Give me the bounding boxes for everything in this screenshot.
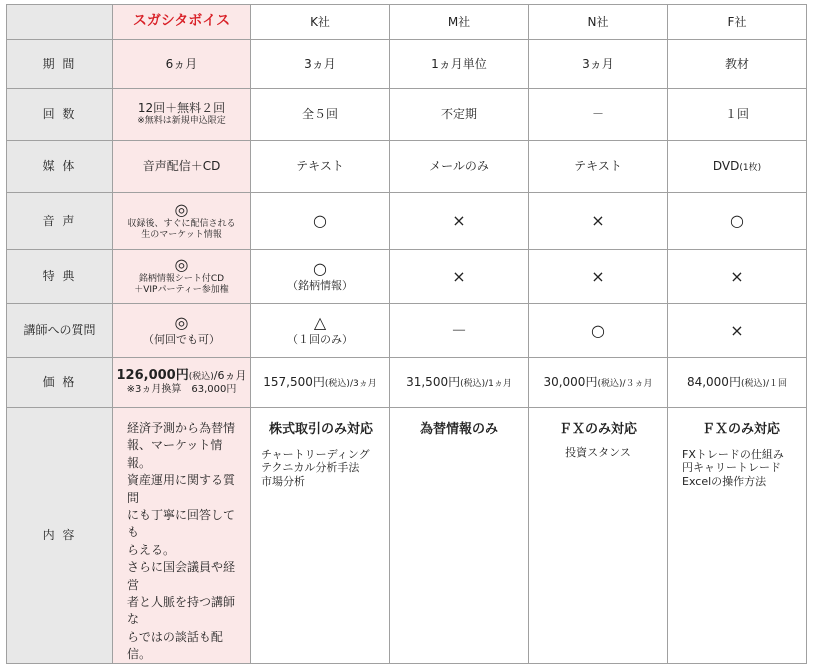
content-m-block xyxy=(390,408,528,438)
cross-icon: × xyxy=(591,211,605,231)
cell-count-m: 不定期 xyxy=(390,89,529,141)
circle-icon: ○ xyxy=(313,259,327,279)
content-f-line: Excelの操作方法 xyxy=(682,474,767,488)
triangle-icon: △ xyxy=(313,313,327,333)
column-header-k: K社 xyxy=(251,5,390,40)
cell-bonus-m xyxy=(390,250,529,304)
corner-cell xyxy=(7,5,113,40)
content-line: にも丁寧に回答しても xyxy=(127,507,236,540)
bonus-note-2: ＋VIPパーティー参加権 xyxy=(134,285,229,296)
content-f-details xyxy=(682,448,800,488)
row-price xyxy=(7,358,807,408)
row-bonus xyxy=(7,250,807,304)
content-line: 経済予測から為替情 xyxy=(127,421,236,435)
row-label-media: 媒 体 xyxy=(7,141,113,193)
content-line: さらに国会議員や経営 xyxy=(127,560,236,592)
double-circle-icon: ◎ xyxy=(174,313,189,333)
cell-questions-m xyxy=(390,304,529,358)
column-header-n: N社 xyxy=(529,5,668,40)
price-k-tax: (税込) xyxy=(324,378,350,389)
cross-icon: × xyxy=(591,266,605,286)
content-f-title: ＦＸのみ対応 xyxy=(701,422,780,437)
circle-icon: ○ xyxy=(730,211,744,231)
content-k-line: テクニカル分析手法 xyxy=(261,461,360,475)
row-media xyxy=(7,141,807,193)
bonus-note-1: 銘柄情報シート付CD xyxy=(138,274,225,285)
cell-questions-k xyxy=(251,304,390,358)
content-line: 資産運用に関する質問 xyxy=(127,473,236,505)
cell-period-n: 3ヵ月 xyxy=(529,40,668,89)
audio-note-1: 収録後、すぐに配信される xyxy=(127,218,236,229)
content-k-title: 株式取引のみ対応 xyxy=(268,422,373,437)
row-label-bonus: 特 典 xyxy=(7,250,113,304)
content-n-title: ＦＸのみ対応 xyxy=(558,422,637,437)
row-content xyxy=(7,408,807,664)
circle-icon: ○ xyxy=(591,320,605,340)
cell-price-m xyxy=(390,358,529,408)
cell-price-sugashita xyxy=(113,358,251,408)
cell-questions-f xyxy=(668,304,807,358)
content-line: らえる。 xyxy=(127,542,176,557)
comparison-table xyxy=(6,4,807,664)
count-main: 12回＋無料２回 xyxy=(137,101,226,116)
row-label-questions: 講師への質問 xyxy=(7,304,113,358)
cell-content-f xyxy=(668,408,807,664)
cross-icon: × xyxy=(730,266,744,286)
price-n-amount: 30,000円 xyxy=(543,374,598,389)
circle-icon: ○ xyxy=(313,211,327,231)
bonus-k-note: （銘柄情報） xyxy=(287,278,353,292)
cross-icon: × xyxy=(730,320,744,340)
content-description xyxy=(113,408,250,663)
cell-audio-f xyxy=(668,193,807,250)
dash-icon: － xyxy=(450,320,467,340)
cell-bonus-n xyxy=(529,250,668,304)
cell-content-k xyxy=(251,408,390,664)
content-m-title: 為替情報のみ xyxy=(419,422,498,437)
media-f-note: (1枚) xyxy=(739,162,762,173)
cell-questions-sugashita xyxy=(113,304,251,358)
questions-k-note: （１回のみ） xyxy=(287,332,353,346)
price-m-tax: (税込) xyxy=(460,378,486,389)
price-per: /6ヵ月 xyxy=(213,369,247,383)
audio-note-2: 生のマーケット情報 xyxy=(141,229,222,240)
media-f-main: DVD xyxy=(712,158,740,173)
content-k-line: 市場分析 xyxy=(261,474,305,488)
cell-audio-n xyxy=(529,193,668,250)
content-k-line: チャートリーディング xyxy=(261,448,370,462)
cell-count-f: １回 xyxy=(668,89,807,141)
content-f-line: FXトレードの仕組み xyxy=(682,448,784,462)
cross-icon: × xyxy=(452,266,466,286)
cell-questions-n xyxy=(529,304,668,358)
column-header-sugashita: スガシタボイス xyxy=(113,5,251,40)
content-line: 報、マーケット情報。 xyxy=(127,438,223,470)
column-header-m: M社 xyxy=(390,5,529,40)
double-circle-icon: ◎ xyxy=(174,199,189,219)
column-header-f: F社 xyxy=(668,5,807,40)
cell-bonus-sugashita xyxy=(113,250,251,304)
cell-bonus-f xyxy=(668,250,807,304)
cell-count-n: － xyxy=(529,89,668,141)
price-n-per: /３ヵ月 xyxy=(622,378,653,389)
cell-media-k: テキスト xyxy=(251,141,390,193)
content-f-line: 円キャリートレード xyxy=(682,461,781,475)
price-f-amount: 84,000円 xyxy=(686,374,741,389)
row-label-count: 回 数 xyxy=(7,89,113,141)
content-line: らではの談話も配信。 xyxy=(127,629,223,662)
content-k-block xyxy=(251,408,389,488)
cell-media-f xyxy=(668,141,807,193)
cell-media-sugashita: 音声配信＋CD xyxy=(113,141,251,193)
content-n-sub: 投資スタンス xyxy=(565,446,631,460)
count-note: ※無料は新規申込限定 xyxy=(137,116,226,127)
cell-period-m: 1ヵ月単位 xyxy=(390,40,529,89)
price-m-amount: 31,500円 xyxy=(406,374,461,389)
cell-period-sugashita: 6ヵ月 xyxy=(113,40,251,89)
price-note: ※3ヵ月換算 63,000円 xyxy=(126,384,237,396)
cell-count-sugashita xyxy=(113,89,251,141)
header-row xyxy=(7,5,807,40)
price-f-per: /１回 xyxy=(765,378,788,389)
cell-price-f xyxy=(668,358,807,408)
price-k-amount: 157,500円 xyxy=(263,374,325,389)
content-f-block xyxy=(668,408,806,488)
row-label-content: 内 容 xyxy=(7,408,113,664)
price-m-per: /1ヵ月 xyxy=(485,378,512,389)
row-questions xyxy=(7,304,807,358)
cell-audio-m xyxy=(390,193,529,250)
cell-media-n: テキスト xyxy=(529,141,668,193)
questions-note: （何回でも可） xyxy=(143,332,220,346)
content-n-block xyxy=(529,408,667,460)
cell-media-m: メールのみ xyxy=(390,141,529,193)
row-period xyxy=(7,40,807,89)
double-circle-icon: ◎ xyxy=(174,255,189,275)
cell-count-k: 全５回 xyxy=(251,89,390,141)
price-tax: (税込) xyxy=(188,372,214,383)
row-label-price: 価 格 xyxy=(7,358,113,408)
cell-audio-sugashita xyxy=(113,193,251,250)
row-label-period: 期 間 xyxy=(7,40,113,89)
cell-audio-k xyxy=(251,193,390,250)
price-n-tax: (税込) xyxy=(597,378,623,389)
cell-bonus-k xyxy=(251,250,390,304)
price-k-per: /3ヵ月 xyxy=(349,378,377,389)
row-audio xyxy=(7,193,807,250)
cell-content-sugashita xyxy=(113,408,251,664)
cell-content-m xyxy=(390,408,529,664)
row-label-audio: 音 声 xyxy=(7,193,113,250)
cell-price-k xyxy=(251,358,390,408)
price-amount: 126,000円 xyxy=(116,368,189,384)
row-count xyxy=(7,89,807,141)
cross-icon: × xyxy=(452,211,466,231)
price-f-tax: (税込) xyxy=(740,378,766,389)
cell-price-n xyxy=(529,358,668,408)
cell-period-f: 教材 xyxy=(668,40,807,89)
content-line: 者と人脈を持つ講師な xyxy=(127,594,236,627)
cell-period-k: 3ヵ月 xyxy=(251,40,390,89)
content-k-details xyxy=(261,448,381,488)
cell-content-n xyxy=(529,408,668,664)
